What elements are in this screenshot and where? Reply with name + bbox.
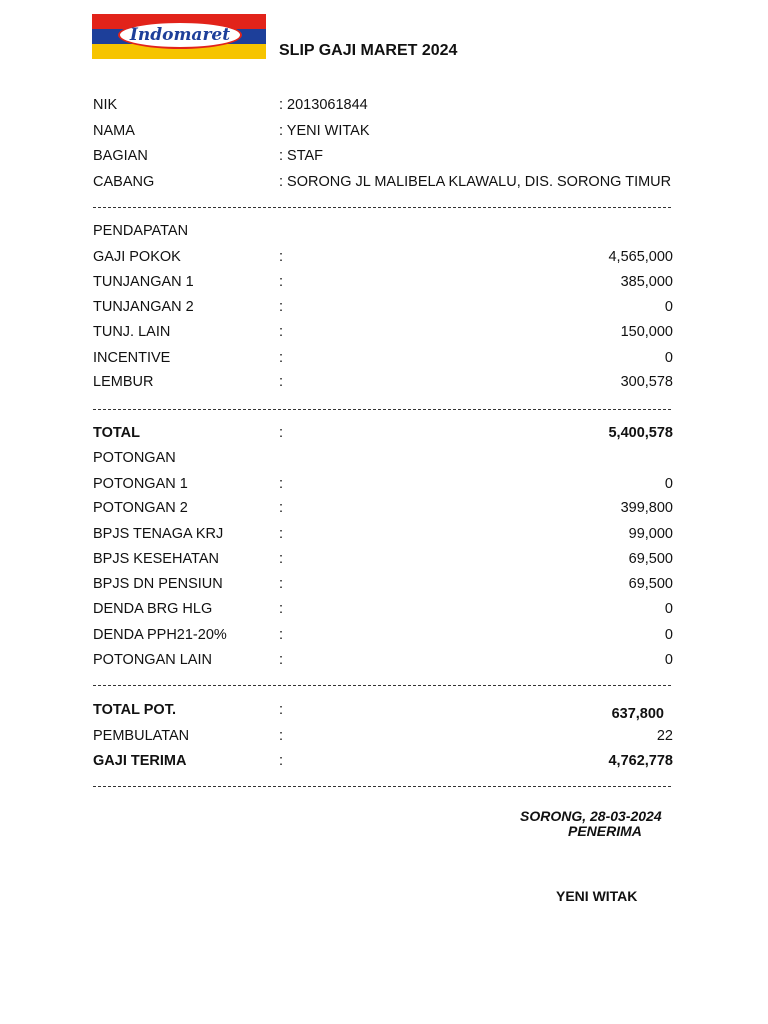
item-amount: 0 xyxy=(664,601,673,617)
item-label: BPJS KESEHATAN xyxy=(93,551,219,567)
signature-role: PENERIMA xyxy=(568,823,642,839)
pendapatan-item xyxy=(93,350,673,370)
item-label: POTONGAN LAIN xyxy=(93,652,212,668)
logo-oval xyxy=(118,21,242,49)
item-colon: : xyxy=(279,324,284,340)
item-colon: : xyxy=(279,526,284,542)
divider xyxy=(93,409,671,410)
cabang-row xyxy=(93,174,673,194)
pembulatan-amount: 22 xyxy=(656,728,673,744)
item-colon: : xyxy=(279,652,284,668)
bagian-row xyxy=(93,148,673,168)
potongan-item xyxy=(93,627,673,647)
gaji-terima-row xyxy=(93,753,673,773)
item-amount: 150,000 xyxy=(620,324,673,340)
nik-label: NIK xyxy=(93,97,118,113)
item-amount: 0 xyxy=(664,652,673,668)
nik-row xyxy=(93,97,673,117)
bagian-value: : STAF xyxy=(279,148,324,164)
total-colon: : xyxy=(279,425,284,441)
place-date: SORONG, 28-03-2024 xyxy=(520,808,662,824)
item-colon: : xyxy=(279,274,284,290)
potongan-heading: POTONGAN xyxy=(93,450,176,466)
item-label: INCENTIVE xyxy=(93,350,171,366)
logo-text: Indomaret xyxy=(129,25,231,45)
item-label: BPJS DN PENSIUN xyxy=(93,576,223,592)
item-label: POTONGAN 1 xyxy=(93,476,188,492)
item-label: DENDA BRG HLG xyxy=(93,601,213,617)
nama-value: : YENI WITAK xyxy=(279,123,370,139)
item-amount: 0 xyxy=(664,299,673,315)
page-title: SLIP GAJI MARET 2024 xyxy=(279,42,458,59)
pendapatan-heading: PENDAPATAN xyxy=(93,223,189,239)
item-label: TUNJ. LAIN xyxy=(93,324,171,340)
gaji-terima-label: GAJI TERIMA xyxy=(93,753,187,769)
cabang-label: CABANG xyxy=(93,174,155,190)
item-label: DENDA PPH21-20% xyxy=(93,627,227,643)
total-pot-label: TOTAL POT. xyxy=(93,702,176,718)
pendapatan-item xyxy=(93,274,673,294)
item-colon: : xyxy=(279,551,284,567)
nama-label: NAMA xyxy=(93,123,135,139)
item-amount: 300,578 xyxy=(620,374,673,390)
item-label: LEMBUR xyxy=(93,374,154,390)
item-colon: : xyxy=(279,576,284,592)
pendapatan-item xyxy=(93,324,673,344)
item-label: GAJI POKOK xyxy=(93,249,181,265)
nama-row xyxy=(93,123,673,143)
gaji-terima-amount: 4,762,778 xyxy=(608,753,673,769)
divider xyxy=(93,786,671,787)
total-row xyxy=(93,425,673,445)
item-amount: 0 xyxy=(664,627,673,643)
item-label: POTONGAN 2 xyxy=(93,500,188,516)
item-amount: 0 xyxy=(664,476,673,492)
item-colon: : xyxy=(279,249,284,265)
potongan-item xyxy=(93,526,673,546)
gaji-terima-colon: : xyxy=(279,753,284,769)
potongan-heading-row xyxy=(93,450,673,470)
pembulatan-colon: : xyxy=(279,728,284,744)
total-pot-amount: 637,800 xyxy=(611,706,664,722)
pembulatan-row xyxy=(93,728,673,748)
item-colon: : xyxy=(279,500,284,516)
potongan-item xyxy=(93,601,673,621)
total-pot-colon: : xyxy=(279,702,284,718)
total-amount: 5,400,578 xyxy=(608,425,673,441)
item-amount: 69,500 xyxy=(628,576,673,592)
pembulatan-label: PEMBULATAN xyxy=(93,728,190,744)
item-amount: 69,500 xyxy=(628,551,673,567)
potongan-item xyxy=(93,500,673,520)
pendapatan-heading-row xyxy=(93,223,673,243)
item-colon: : xyxy=(279,601,284,617)
signature-name: YENI WITAK xyxy=(556,888,638,904)
pendapatan-item xyxy=(93,374,673,394)
item-colon: : xyxy=(279,476,284,492)
divider xyxy=(93,207,671,208)
item-colon: : xyxy=(279,299,284,315)
potongan-item xyxy=(93,652,673,672)
pendapatan-item xyxy=(93,249,673,269)
item-colon: : xyxy=(279,627,284,643)
divider xyxy=(93,685,671,686)
item-amount: 4,565,000 xyxy=(608,249,673,265)
potongan-item xyxy=(93,476,673,496)
item-colon: : xyxy=(279,374,284,390)
item-amount: 99,000 xyxy=(628,526,673,542)
item-amount: 385,000 xyxy=(620,274,673,290)
item-label: TUNJANGAN 2 xyxy=(93,299,194,315)
total-pot-row xyxy=(93,702,673,722)
total-label: TOTAL xyxy=(93,425,140,441)
item-label: BPJS TENAGA KRJ xyxy=(93,526,224,542)
bagian-label: BAGIAN xyxy=(93,148,148,164)
nik-value: : 2013061844 xyxy=(279,97,368,113)
potongan-item xyxy=(93,576,673,596)
indomaret-logo xyxy=(92,14,266,59)
item-colon: : xyxy=(279,350,284,366)
cabang-value: : SORONG JL MALIBELA KLAWALU, DIS. SORONG TIMUR xyxy=(279,174,672,190)
item-label: TUNJANGAN 1 xyxy=(93,274,194,290)
item-amount: 0 xyxy=(664,350,673,366)
item-amount: 399,800 xyxy=(620,500,673,516)
pendapatan-item xyxy=(93,299,673,319)
potongan-item xyxy=(93,551,673,571)
